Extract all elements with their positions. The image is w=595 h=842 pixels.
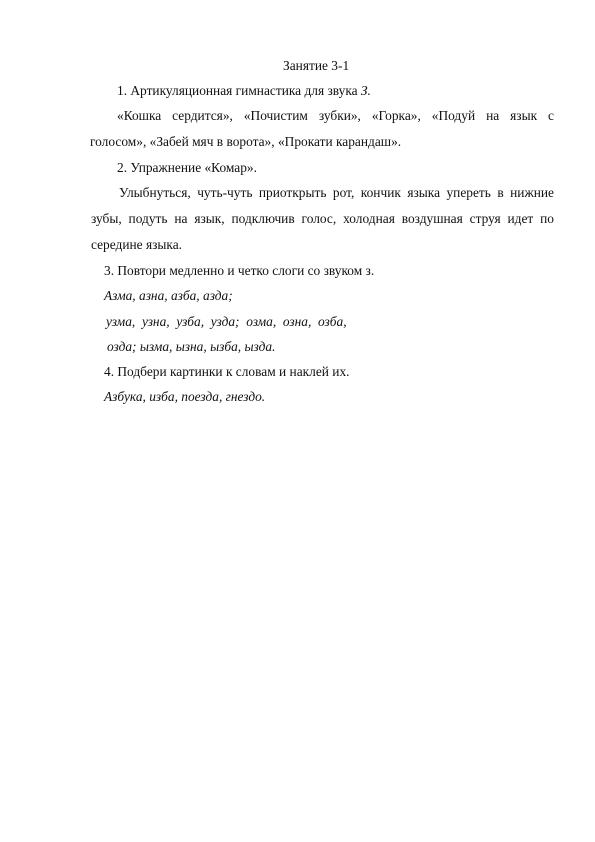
item-2-heading: 2. Упражнение «Комар». bbox=[117, 160, 257, 175]
item-1-text: 1. Артикуляционная гимнастика для звука bbox=[117, 83, 361, 98]
syllables-line-2: узма, узна, узба, узда; озма, озна, озба, bbox=[106, 314, 347, 329]
item-3-heading: 3. Повтори медленно и четко слоги со звуком з. bbox=[104, 263, 375, 278]
syllables-line-3: озда; ызма, ызна, ызба, ызда. bbox=[107, 339, 276, 354]
item-1-letter: З. bbox=[360, 83, 371, 98]
item-1-exercises-line-1: «Кошка сердится», «Почистим зубки», «Горка», «Подуй на язык с bbox=[117, 108, 554, 123]
item-4-heading: 4. Подбери картинки к словам и наклей их. bbox=[104, 364, 350, 379]
item-2-description-line-3: середине языка. bbox=[91, 237, 182, 252]
item-2-description-line-1: Улыбнуться, чуть-чуть приоткрыть рот, кончик языка упереть в нижние bbox=[119, 185, 554, 200]
item-2-description-line-2: зубы, подуть на язык, подключив голос, холодная воздушная струя идет по bbox=[91, 211, 554, 226]
words-line: Азбука, изба, поезда, гнездо. bbox=[104, 389, 266, 404]
syllables-line-1: Азма, азна, азба, азда; bbox=[104, 288, 233, 303]
item-1-exercises-line-2: голосом», «Забей мяч в ворота», «Прокати карандаш». bbox=[90, 134, 402, 149]
lesson-title: Занятие 3-1 bbox=[283, 58, 350, 73]
item-1-heading bbox=[117, 83, 371, 99]
